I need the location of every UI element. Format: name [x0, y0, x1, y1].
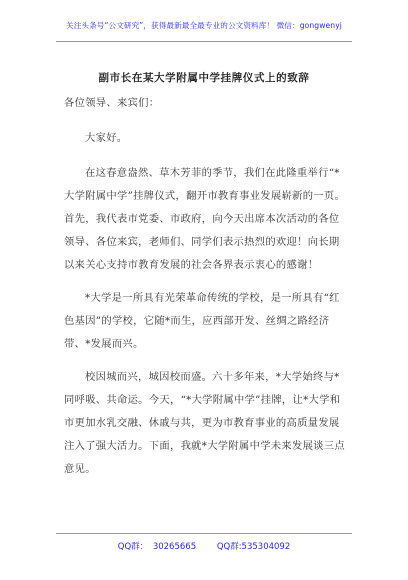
footer-divider	[56, 533, 352, 534]
salutation: 各位领导、来宾们：	[64, 97, 160, 109]
footer-qq-group-1: QQ群： 30265665	[117, 542, 197, 552]
document-title: 副市长在某大学附属中学挂牌仪式上的致辞	[98, 72, 310, 84]
greeting: 大家好。	[85, 132, 128, 144]
document-body	[64, 92, 348, 491]
footer-qq-group-2: QQ群:535304092	[216, 542, 291, 552]
header-divider	[56, 41, 352, 42]
footer	[0, 540, 408, 552]
header-banner: 关注头条号“公文研究”，获得最新最全最专业的公文资料库！ 微信：gongwenyj	[66, 21, 342, 30]
paragraph-1: 在这春意盎然、草木芳菲的季节，我们在此隆重举行“*大学附属中学”挂牌仪式，翻开市教育事业发展崭新的一页。首先，我代表市党委、市政府，向今天出席本次活动的各位领导、各位来宾，老师们、同学们表示热烈的欢迎！向长期以来关心支持市教育发展的社会各界表示衷心的感谢！	[64, 167, 346, 271]
paragraph-2: *大学是一所具有光荣革命传统的学校，是一所具有“红色基因”的学校，它随*而生，应西部开发、丝绸之路经济带、*发展而兴。	[64, 292, 340, 350]
paragraph-3: 校因城而兴，城因校而盛。六十多年来，*大学始终与*同呼吸、共命运。今天，“*大学附属中学”挂牌，让*大学和市更加水乳交融、休戚与共，更为市教育事业的高质量发展注入了强大活力。下面，我就*大学附属中学未来发展谈三点意见。	[64, 371, 345, 475]
